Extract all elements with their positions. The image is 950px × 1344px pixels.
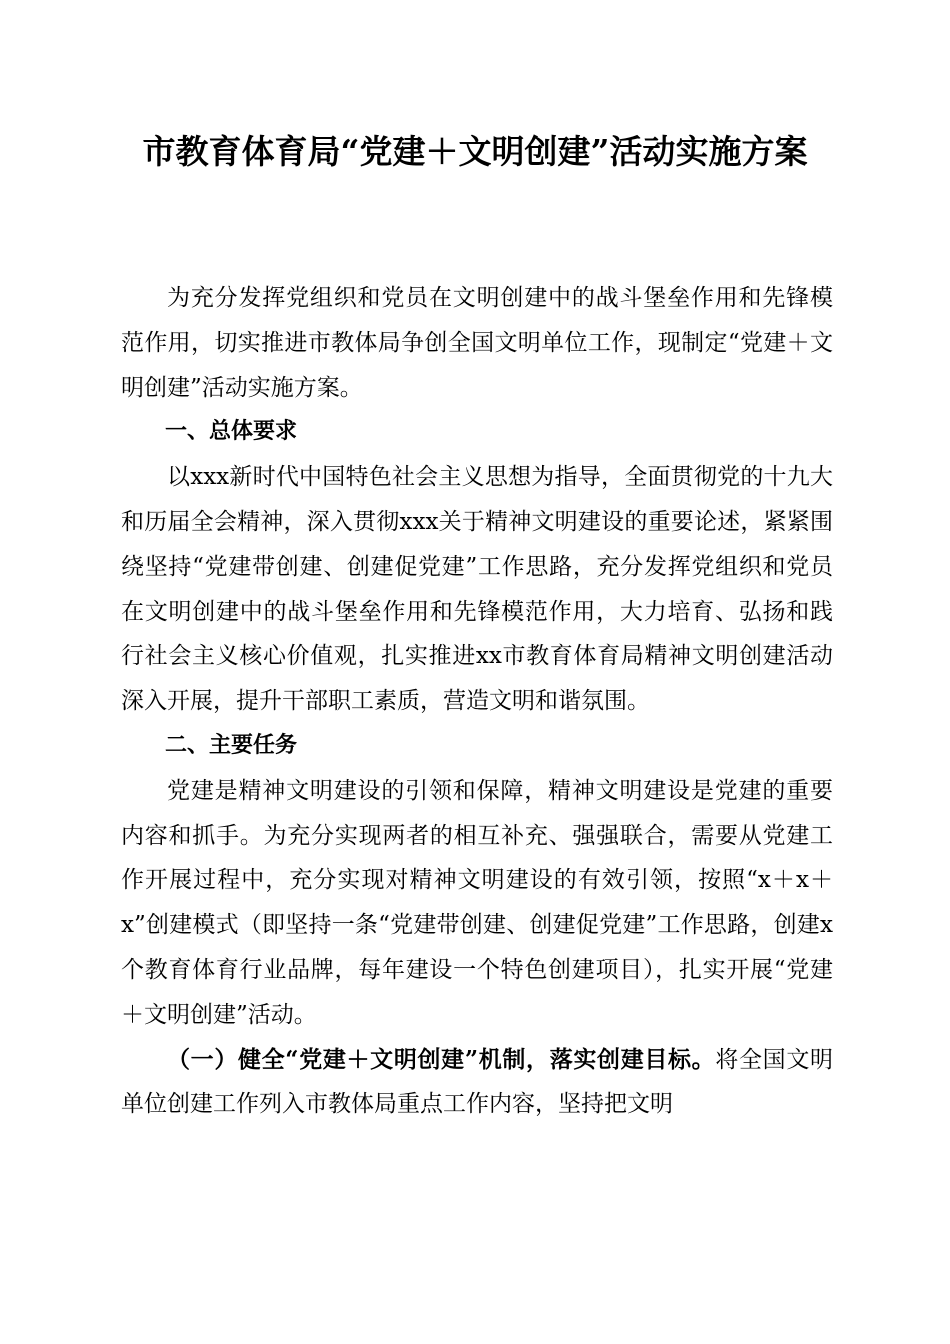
general-requirements-paragraph: 以xxx新时代中国特色社会主义思想为指导，全面贯彻党的十九大和历届全会精神，深入贯彻xxx关于精神文明建设的重要论述，紧紧围绕坚持“党建带创建、创建促党建”工作思路，充分发挥党组织和党员在文明创建中的战斗堡垒作用和先锋模范作用，大力培育、弘扬和践行社会主义核心价值观，扎实推进xx市教育体育局精神文明创建活动深入开展，提升干部职工素质，营造文明和谐氛围。 [121, 464, 833, 715]
subsection-heading: （一）健全“党建＋文明创建”机制，落实创建目标。 [167, 1045, 716, 1073]
subsection-paragraph [121, 1038, 833, 1128]
document-body [121, 276, 833, 1127]
main-tasks-paragraph: 党建是精神文明建设的引领和保障，精神文明建设是党建的重要内容和抓手。为充分实现两者的相互补充、强强联合，需要从党建工作开展过程中，充分实现对精神文明建设的有效引领，按照“x＋x＋x”创建模式（即坚持一条“党建带创建、创建促党建”工作思路，创建x个教育体育行业品牌，每年建设一个特色创建项目），扎实开展“党建＋文明创建”活动。 [121, 777, 833, 1028]
document-title: 市教育体育局“党建＋文明创建”活动实施方案 [142, 132, 808, 171]
subsection-text: 将全国文明单位创建工作列入市教体局重点工作内容，坚持把文明 [121, 1046, 833, 1118]
section-heading-main-tasks: 二、主要任务 [165, 732, 298, 758]
section-heading-general-requirements: 一、总体要求 [165, 419, 298, 445]
intro-paragraph: 为充分发挥党组织和党员在文明创建中的战斗堡垒作用和先锋模范作用，切实推进市教体局争创全国文明单位工作，现制定“党建＋文明创建”活动实施方案。 [121, 285, 833, 401]
